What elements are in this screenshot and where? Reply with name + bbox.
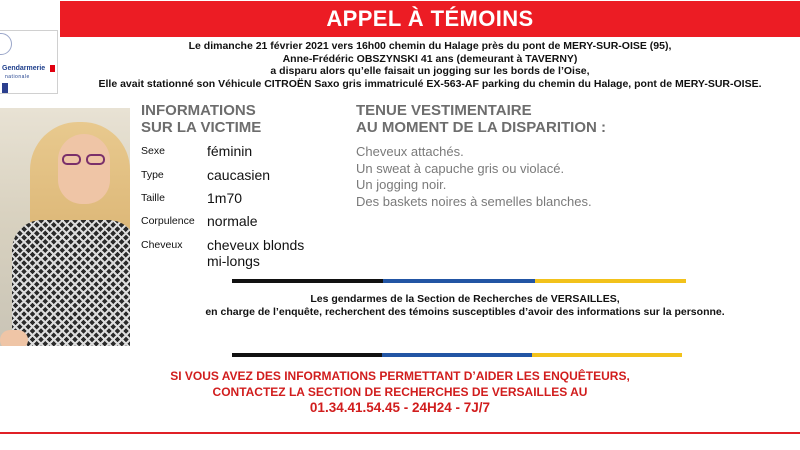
photo-glasses-shape (62, 154, 108, 166)
logo-text-line1: Gendarmerie (2, 65, 46, 72)
call-to-action (130, 369, 670, 416)
info-value-line1: cheveux blonds (207, 237, 305, 253)
clothing-item: Cheveux attachés. (356, 144, 464, 159)
info-value (207, 237, 357, 269)
info-label: Corpulence (141, 215, 195, 227)
cta-line2: CONTACTEZ LA SECTION DE RECHERCHES DE VERSAILLES AU (212, 384, 588, 399)
clothing-title-line2: AU MOMENT DE LA DISPARITION : (356, 119, 606, 136)
page-title: APPEL À TÉMOINS (326, 6, 534, 31)
info-label: Sexe (141, 145, 165, 157)
clothing-item: Des baskets noires à semelles blanches. (356, 193, 592, 209)
intro-line: a disparu alors qu’elle faisait un jogging sur les bords de l’Oise, (270, 65, 590, 77)
clothing-item: Un jogging noir. (356, 177, 447, 192)
tricolor-divider-top (232, 279, 686, 283)
logo-flag-mark (50, 65, 55, 72)
info-value: 1m70 (207, 190, 243, 206)
photo-dress-shape (12, 220, 130, 346)
cta-phone-number[interactable]: 01.34.41.54.45 - 24H24 - 7J/7 (309, 400, 491, 415)
header-banner (60, 1, 800, 37)
victim-photo (0, 108, 130, 346)
info-value: féminin (207, 143, 253, 159)
intro-line: Le dimanche 21 février 2021 vers 16h00 chemin du Halage près du pont de MERY-SUR-OISE (95), (188, 40, 672, 52)
clothing-item: Un sweat à capuche gris ou violacé. (356, 160, 565, 176)
info-value: normale (207, 213, 258, 229)
info-value-line2: mi-longs (207, 253, 260, 269)
info-label: Cheveux (141, 239, 183, 251)
investigation-line1: Les gendarmes de la Section de Recherches de VERSAILLES, (310, 293, 620, 305)
victim-info-title-line1: INFORMATIONS (141, 102, 256, 119)
photo-arm-shape (0, 330, 28, 346)
photo-face-shape (58, 134, 110, 204)
victim-info-title (141, 102, 261, 136)
intro-line: Elle avait stationné son Véhicule CITROËN Saxo gris immatriculé EX-563-AF parking du chemin du Halage, pont de MERY-SUR-OISE. (98, 77, 762, 90)
logo-arc-shape (0, 33, 12, 55)
clothing-title (356, 102, 606, 136)
victim-info-title-line2: SUR LA VICTIME (141, 119, 262, 136)
clothing-list (356, 144, 592, 210)
intro-line: Anne-Frédéric OBSZYNSKI 41 ans (demeurant à TAVERNY) (282, 52, 578, 65)
tricolor-divider-bottom (232, 353, 682, 357)
investigation-paragraph (130, 293, 800, 319)
info-value: caucasien (207, 167, 271, 183)
bottom-divider (0, 432, 800, 434)
info-label: Taille (141, 192, 165, 204)
cta-line1: SI VOUS AVEZ DES INFORMATIONS PERMETTANT D’AIDER LES ENQUÊTEURS, (170, 369, 630, 383)
clothing-title-line1: TENUE VESTIMENTAIRE (356, 102, 532, 119)
gendarmerie-logo (0, 30, 58, 94)
logo-emblem-shape (2, 83, 8, 94)
intro-paragraph (60, 40, 800, 90)
logo-text-line2: nationale (5, 74, 30, 80)
investigation-line2: en charge de l’enquête, recherchent des témoins susceptibles d’avoir des informations sur la personne. (205, 306, 725, 318)
info-label: Type (141, 169, 164, 181)
